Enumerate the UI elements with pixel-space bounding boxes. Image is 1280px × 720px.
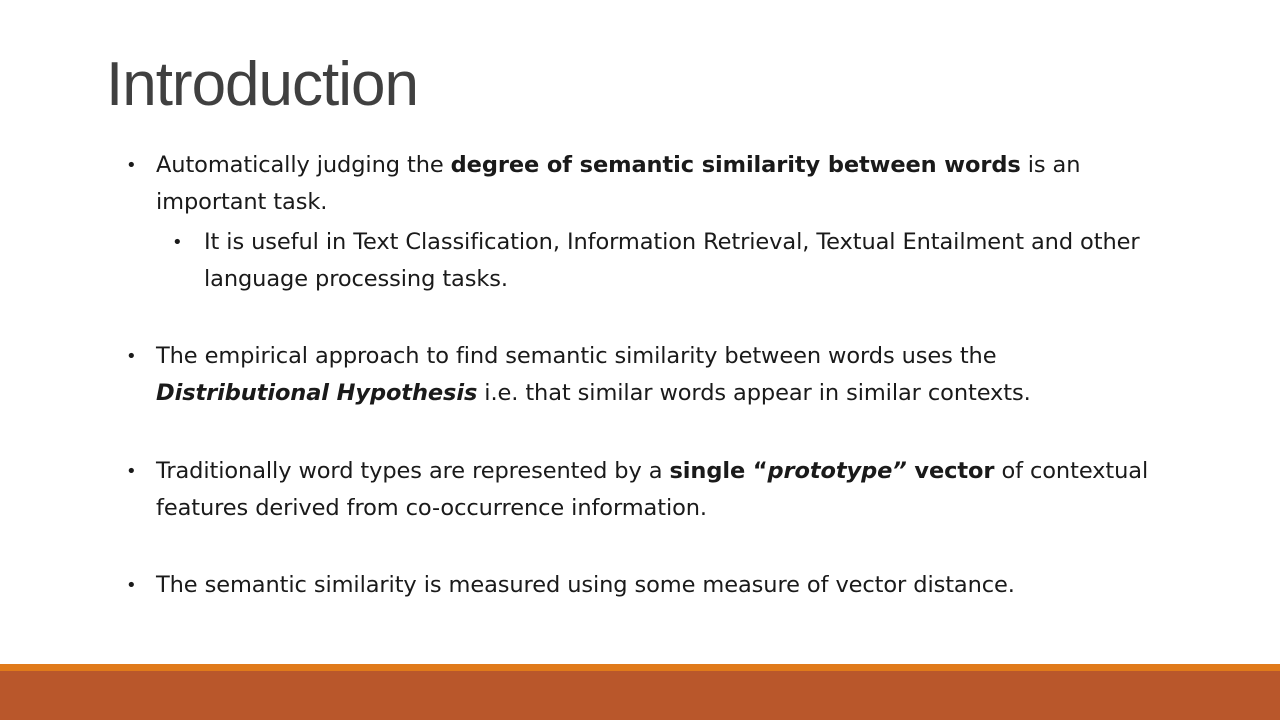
- text-run: The empirical approach to find semantic similarity between words uses the: [156, 343, 997, 369]
- bullet-dot-icon: •: [172, 232, 183, 253]
- bullet-text: [156, 152, 1080, 215]
- slide-title: Introduction: [106, 50, 418, 119]
- bullet-dot-icon: •: [126, 155, 137, 176]
- bullet-item: [126, 338, 1171, 412]
- text-run: Automatically judging the: [156, 152, 451, 178]
- text-run: of contextual features derived from co-occurrence information.: [156, 458, 1149, 521]
- text-run: prototype”: [767, 458, 907, 484]
- bullet-item: [126, 453, 1171, 527]
- sub-bullet-item: [172, 224, 1164, 298]
- text-run: The semantic similarity is measured using some measure of vector distance.: [156, 572, 1015, 598]
- bullet-item: [126, 147, 1171, 221]
- bullet-text: [156, 458, 1148, 521]
- bullet-text: [156, 343, 1031, 406]
- text-run: i.e. that similar words appear in similar contexts.: [477, 380, 1031, 406]
- bullet-dot-icon: •: [126, 575, 137, 596]
- text-run: Traditionally word types are represented by a: [156, 458, 670, 484]
- text-run: degree of semantic similarity between words: [450, 152, 1021, 178]
- text-run: It is useful in Text Classification, Information Retrieval, Textual Entailment and other language processing tasks.: [204, 229, 1140, 292]
- bullet-dot-icon: •: [126, 346, 137, 367]
- bullet-text: [204, 229, 1140, 292]
- text-run: Distributional Hypothesis: [156, 380, 478, 406]
- bullet-item: [126, 567, 1171, 604]
- text-run: is an important task.: [156, 152, 1081, 215]
- footer-bar: [0, 664, 1280, 720]
- text-run: vector: [906, 458, 995, 484]
- text-run: single “: [669, 458, 768, 484]
- bullet-text: [156, 572, 1015, 598]
- bullet-dot-icon: •: [126, 461, 137, 482]
